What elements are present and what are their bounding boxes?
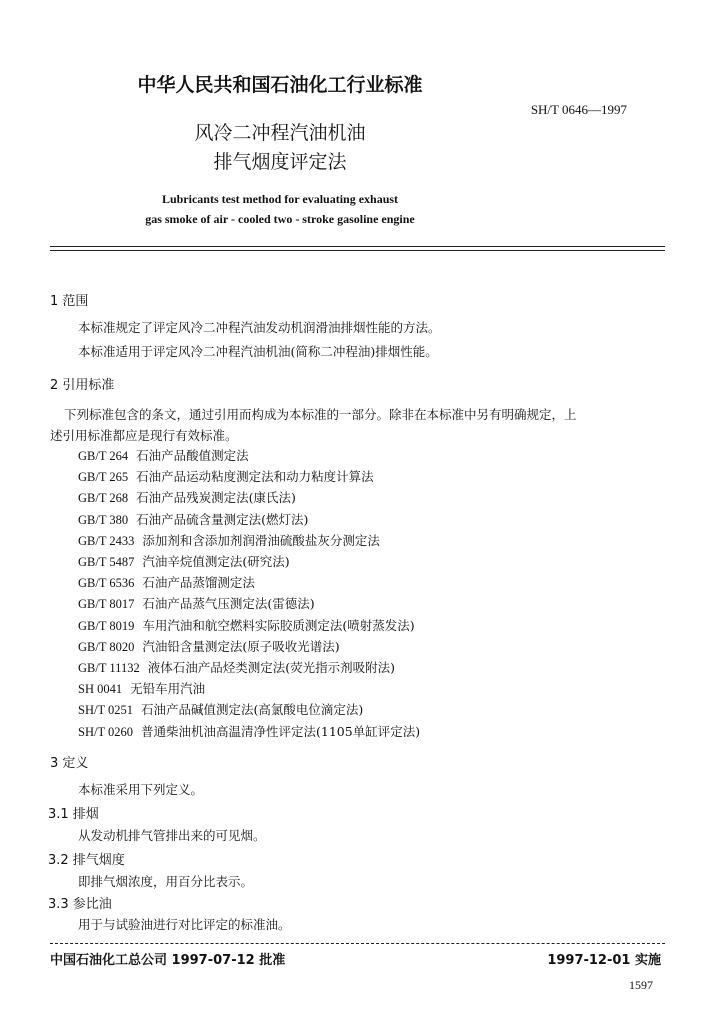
title-english-line2: gas smoke of air - cooled two - stroke gasoline engine xyxy=(145,212,415,226)
definition-3-3-text: 用于与试验油进行对比评定的标准油。 xyxy=(78,917,291,932)
reference-title: 石油产品蒸气压测定法(雷德法) xyxy=(142,596,315,612)
title-chinese-line1: 风冷二冲程汽油机油 xyxy=(194,122,366,144)
reference-item xyxy=(78,637,340,655)
section-3-intro: 本标准采用下列定义。 xyxy=(78,782,204,797)
reference-item xyxy=(78,446,249,464)
section-2-intro-line1: 下列标准包含的条文，通过引用而构成为本标准的一部分。除非在本标准中另有明确规定，上 xyxy=(64,407,577,422)
reference-code: SH 0041 xyxy=(78,682,123,697)
implementation-date: 1997-12-01 实施 xyxy=(547,953,661,968)
footer-divider xyxy=(50,943,665,944)
reference-title: 石油产品运动粘度测定法和动力粘度计算法 xyxy=(136,469,374,485)
header-divider-bottom xyxy=(50,250,665,251)
reference-code: GB/T 5487 xyxy=(78,555,135,569)
definition-3-3-heading: 3.3 参比油 xyxy=(48,897,112,912)
definition-3-2-text: 即排气烟浓度，用百分比表示。 xyxy=(78,874,254,889)
reference-item xyxy=(78,467,374,485)
reference-code: SH/T 0251 xyxy=(78,703,133,718)
reference-item xyxy=(78,594,315,612)
section-3-heading: 3 定义 xyxy=(50,756,89,771)
reference-title: 汽油铅含量测定法(原子吸收光谱法) xyxy=(142,638,340,654)
reference-code: GB/T 2433 xyxy=(78,533,135,548)
reference-title: 石油产品蒸馏测定法 xyxy=(142,575,255,591)
reference-title: 石油产品硫含量测定法(燃灯法) xyxy=(136,511,309,527)
definition-3-2-heading: 3.2 排气烟度 xyxy=(48,853,125,868)
reference-code: GB/T 380 xyxy=(78,512,129,527)
reference-code: GB/T 8017 xyxy=(78,597,135,612)
page-number: 1597 xyxy=(629,978,653,992)
section-1-paragraph-1: 本标准规定了评定风冷二冲程汽油发动机润滑油排烟性能的方法。 xyxy=(78,320,441,335)
reference-code: GB/T 265 xyxy=(78,470,129,485)
reference-title: 石油产品碱值测定法(高氯酸电位滴定法) xyxy=(141,702,364,718)
definition-3-1-text: 从发动机排气管排出来的可见烟。 xyxy=(78,828,266,843)
section-1-heading: 1 范围 xyxy=(50,294,89,309)
reference-title: 添加剂和含添加剂润滑油硫酸盐灰分测定法 xyxy=(142,532,380,548)
reference-item xyxy=(78,488,296,506)
reference-item xyxy=(78,531,380,549)
reference-item xyxy=(78,510,308,528)
approval-info: 中国石油化工总公司 1997-07-12 批准 xyxy=(50,953,286,968)
title-chinese-line2: 排气烟度评定法 xyxy=(213,151,347,173)
reference-title: 普通柴油机油高温清净性评定法(1105单缸评定法) xyxy=(141,723,421,739)
reference-item xyxy=(78,722,420,740)
section-2-intro-line2: 述引用标准都应是现行有效标准。 xyxy=(50,428,238,443)
reference-item xyxy=(78,552,290,570)
reference-title: 汽油辛烷值测定法(研究法) xyxy=(142,554,290,569)
reference-item xyxy=(78,679,205,697)
reference-title: 液体石油产品烃类测定法(荧光指示剂吸附法) xyxy=(147,660,395,675)
header-divider-top xyxy=(50,246,665,247)
title-english-line1: Lubricants test method for evaluating exhaust xyxy=(161,192,399,206)
reference-title: 车用汽油和航空燃料实际胶质测定法(喷射蒸发法) xyxy=(142,617,415,633)
reference-code: GB/T 8019 xyxy=(78,618,135,633)
reference-item xyxy=(78,616,415,634)
reference-code: SH/T 0260 xyxy=(78,724,133,739)
section-1-paragraph-2: 本标准适用于评定风冷二冲程汽油机油(简称二冲程油)排烟性能。 xyxy=(78,344,438,359)
reference-code: GB/T 268 xyxy=(78,491,129,506)
reference-item xyxy=(78,700,363,718)
reference-code: GB/T 264 xyxy=(78,449,129,463)
standard-code: SH/T 0646—1997 xyxy=(530,102,627,117)
reference-title: 石油产品残炭测定法(康氏法) xyxy=(136,490,296,506)
issuing-organization: 中华人民共和国石油化工行业标准 xyxy=(137,74,423,96)
reference-title: 无铅车用汽油 xyxy=(130,681,206,697)
reference-item xyxy=(78,573,255,591)
reference-item xyxy=(78,658,395,676)
definition-3-1-heading: 3.1 排烟 xyxy=(48,807,99,822)
section-2-heading: 2 引用标准 xyxy=(50,378,115,393)
reference-code: GB/T 11132 xyxy=(78,661,140,675)
reference-code: GB/T 6536 xyxy=(78,576,135,591)
reference-title: 石油产品酸值测定法 xyxy=(136,448,249,463)
reference-code: GB/T 8020 xyxy=(78,639,135,654)
